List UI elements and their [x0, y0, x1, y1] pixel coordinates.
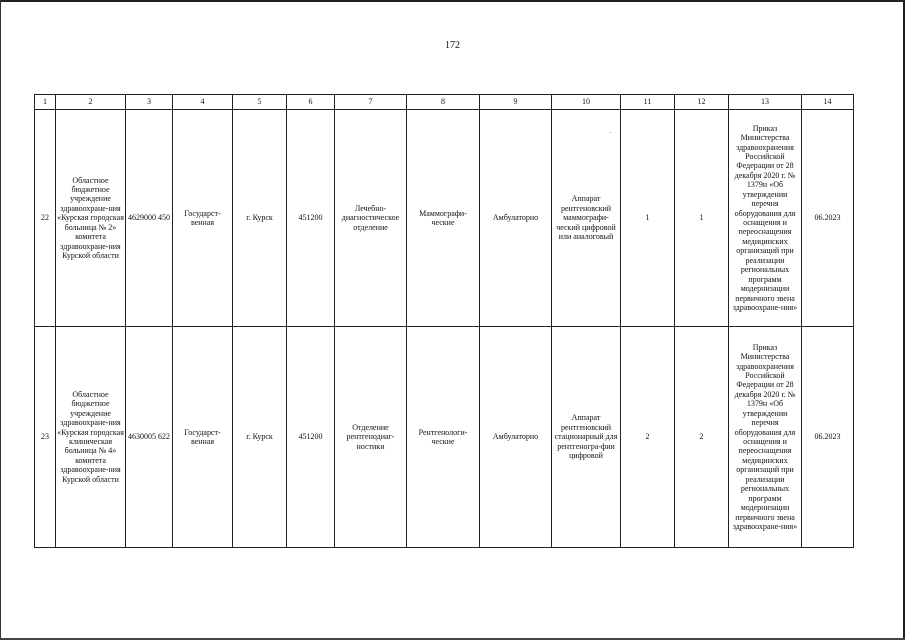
- header-cell: 10: [552, 95, 621, 110]
- quantity-planned: 1: [621, 110, 675, 327]
- quantity-total: 1: [675, 110, 729, 327]
- city: г. Курск: [233, 110, 287, 327]
- row-number: 23: [35, 327, 56, 548]
- equipment-name: Аппарат рентгеновский маммографи-ческий цифровой или аналоговый: [552, 110, 621, 327]
- quantity-total: 2: [675, 327, 729, 548]
- deadline: 06.2023: [802, 327, 854, 548]
- department: Отделение рентгенодиаг-ностики: [335, 327, 407, 548]
- table-row: [35, 327, 854, 548]
- care-conditions: Амбулаторно: [480, 110, 552, 327]
- equipment-name: Аппарат рентгеновский стационарный для рентгеногра-фии цифровой: [552, 327, 621, 548]
- header-cell: 12: [675, 95, 729, 110]
- service-type: Маммографи-ческие: [407, 110, 480, 327]
- row-number: 22: [35, 110, 56, 327]
- header-cell: 4: [173, 95, 233, 110]
- header-cell: 6: [287, 95, 335, 110]
- header-cell: 7: [335, 95, 407, 110]
- table-row: [35, 110, 854, 327]
- header-cell: 13: [729, 95, 802, 110]
- header-cell: 14: [802, 95, 854, 110]
- header-cell: 2: [56, 95, 126, 110]
- page-edge-top: [0, 0, 905, 2]
- organization-name: Областное бюджетное учреждение здравоохране-ния «Курская городская больница № 2» комитета здравоохране-ния Курской области: [56, 110, 126, 327]
- table-header-row: [35, 95, 854, 110]
- deadline: 06.2023: [802, 110, 854, 327]
- department: Лечебно-диагностическое отделение: [335, 110, 407, 327]
- scan-mark: ˊ: [609, 131, 612, 139]
- header-cell: 8: [407, 95, 480, 110]
- postal-code: 451200: [287, 110, 335, 327]
- header-cell: 9: [480, 95, 552, 110]
- organization-code: 4630005 622: [126, 327, 173, 548]
- ownership-form: Государст-венная: [173, 110, 233, 327]
- quantity-planned: 2: [621, 327, 675, 548]
- legal-basis: Приказ Министерства здравоохранения Российской Федерации от 28 декабря 2020 г. № 1379н «Об утверждении перечня оборудования для оснащения и переоснащения медицинских организаций при реализации региональных программ модернизации первичного звена здравоохране-ния»: [729, 110, 802, 327]
- city: г. Курск: [233, 327, 287, 548]
- page-number: 172: [445, 40, 460, 51]
- page-edge-left: [0, 0, 1, 640]
- header-cell: 11: [621, 95, 675, 110]
- ownership-form: Государст-венная: [173, 327, 233, 548]
- equipment-table: [34, 94, 854, 548]
- care-conditions: Амбулаторно: [480, 327, 552, 548]
- header-cell: 5: [233, 95, 287, 110]
- header-cell: 1: [35, 95, 56, 110]
- postal-code: 451200: [287, 327, 335, 548]
- header-cell: 3: [126, 95, 173, 110]
- organization-code: 4629000 450: [126, 110, 173, 327]
- organization-name: Областное бюджетное учреждение здравоохране-ния «Курская городская клиническая больница № 4» комитета здравоохране-ния Курской области: [56, 327, 126, 548]
- legal-basis: Приказ Министерства здравоохранения Российской Федерации от 28 декабря 2020 г. № 1379н «Об утверждении перечня оборудования для оснащения и переоснащения медицинских организаций при реализации региональных программ модернизации первичного звена здравоохране-ния»: [729, 327, 802, 548]
- service-type: Рентгенологи-ческие: [407, 327, 480, 548]
